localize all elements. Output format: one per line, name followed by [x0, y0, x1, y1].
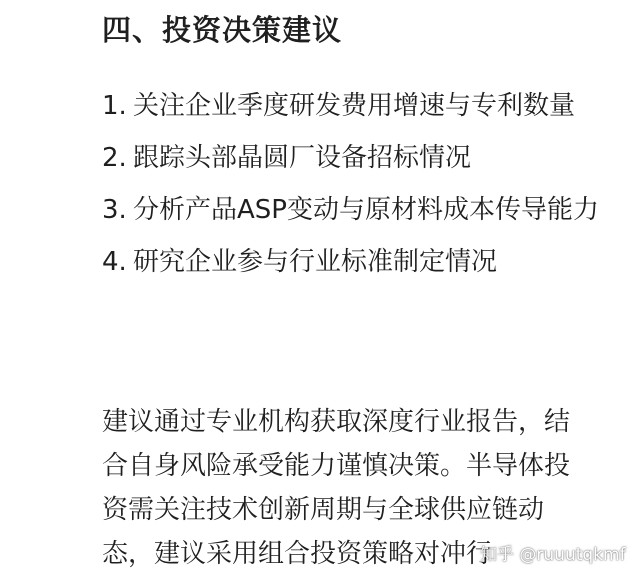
list-item-number: 2.	[102, 143, 127, 173]
body-paragraph: 建议通过专业机构获取深度行业报告，结合自身风险承受能力谨慎决策。半导体投资需关注技术创新周期与全球供应链动态，建议采用组合投资策略对冲行	[102, 407, 571, 569]
section-heading: 四、投资决策建议	[102, 13, 343, 47]
list-item-text: 关注企业季度研发费用增速与专利数量	[133, 91, 576, 121]
recommendation-list	[0, 84, 640, 284]
list-item	[0, 240, 640, 284]
list-item-number: 3.	[102, 195, 127, 225]
list-item-text: 分析产品ASP变动与原材料成本传导能力	[133, 195, 599, 225]
list-item-text: 跟踪头部晶圆厂设备招标情况	[133, 143, 472, 173]
list-item	[0, 136, 640, 180]
list-item-text: 研究企业参与行业标准制定情况	[133, 247, 498, 277]
list-item-number: 1.	[102, 91, 127, 121]
list-item-number: 4.	[102, 247, 127, 277]
list-item	[0, 188, 640, 232]
watermark-text: 知乎 @ruuutqkmf	[480, 545, 626, 565]
list-item	[0, 84, 640, 128]
